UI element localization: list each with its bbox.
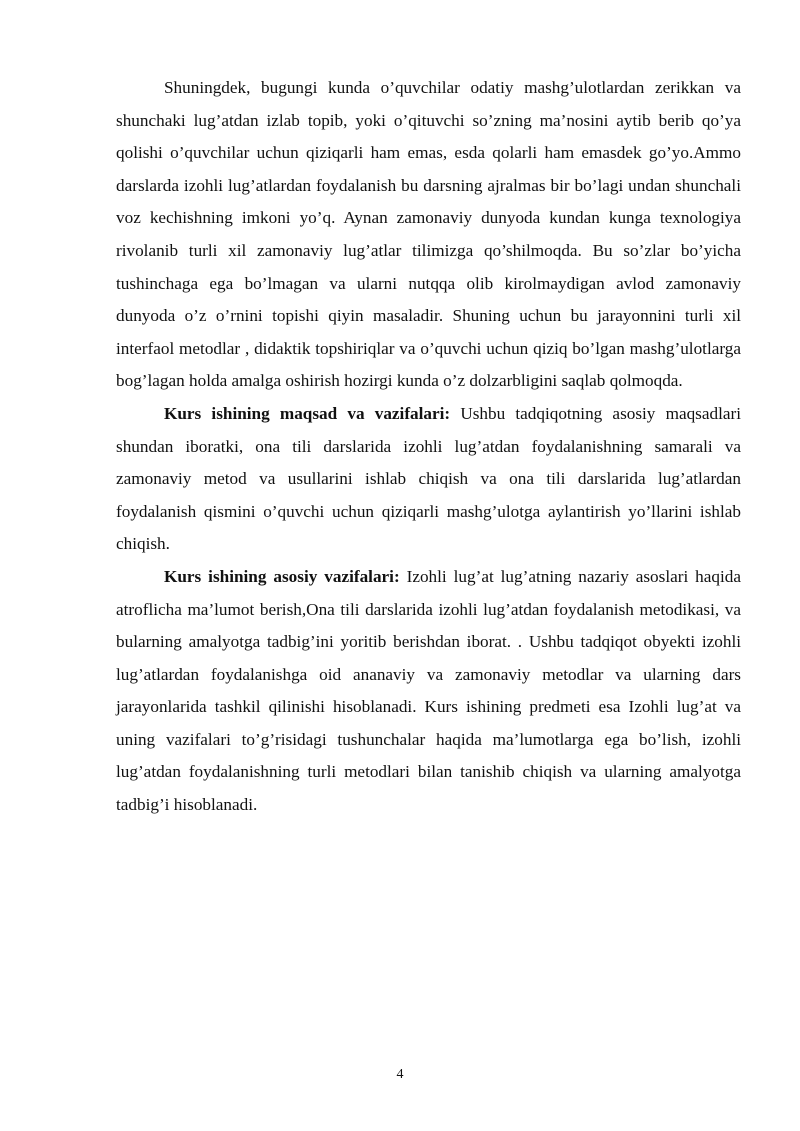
page-number: 4	[396, 1067, 404, 1082]
paragraph-tasks-text: Izohli lug’at lug’atning nazariy asoslari haqida atroflicha ma’lumot berish,Ona tili darslarida izohli lug’atdan foydalanish metodikasi, va bularning amalyotga tadbig’ini yoritib berishdan iborat. . Ushbu tadqiqot obyekti izohli lug’atlardan foydalanishga oid ananaviy va zamonaviy metodlar va ularning dars jarayonlarida tashkil qilinishi hisoblanadi. Kurs ishining predmeti esa Izohli lug’at va uning vazifalari to’g’risidagi tushunchalar haqida ma’lumotlarga ega bo’lish, izohli lug’atdan foydalanishning turli metodlari bilan tanishib chiqish va ularning amalyotga tadbig’i hisoblanadi.	[116, 566, 741, 815]
paragraph-intro	[116, 72, 741, 398]
paragraph-goals-text: Ushbu tadqiqotning asosiy maqsadlari shundan iboratki, ona tili darslarida izohli lug’atdan foydalanishning samarali va zamonaviy metod va usullarini ishlab chiqish va ona tili darslarida lug’atlardan foydalanish qismini o’quvchi uchun qiziqarli mashg’ulotga aylantirish yo’llarini ishlab chiqish.	[116, 403, 741, 554]
paragraph-goals	[116, 398, 741, 561]
paragraph-intro-text: Shuningdek, bugungi kunda o’quvchilar odatiy mashg’ulotlardan zerikkan va shunchaki lug’atdan izlab topib, yoki o’qituvchi so’zning ma’nosini aytib berib qo’ya qolishi o’quvchilar uchun qiziqarli ham emas, esda qolarli ham emasdek go’yo.Ammo darslarda izohli lug’atlardan foydalanish bu darsning ajralmas bir bo’lagi undan shunchali voz kechishning imkoni yo’q. Aynan zamonaviy dunyoda kundan kunga texnologiya rivolanib turli xil zamonaviy lug’atlar tilimizga qo’shilmoqda. Bu so’zlar bo’yicha tushinchaga ega bo’lmagan va ularni nutqqa olib kirolmaydigan avlod zamonaviy dunyoda o’z o’rnini topishi qiyin masaladir. Shuning uchun bu jarayonnini turli xil interfaol metodlar , didaktik topshiriqlar va o’quvchi uchun qiziq bo’lgan mashg’ulotlarga bog’lagan holda amalga oshirish hozirgi kunda o’z dolzarbligini saqlab qolmoqda.	[116, 78, 741, 391]
paragraph-goals-heading: Kurs ishining maqsad va vazifalari:	[164, 403, 451, 423]
paragraph-tasks-heading: Kurs ishining asosiy vazifalari:	[164, 566, 400, 586]
paragraph-tasks	[116, 561, 741, 822]
body-text	[116, 72, 741, 822]
